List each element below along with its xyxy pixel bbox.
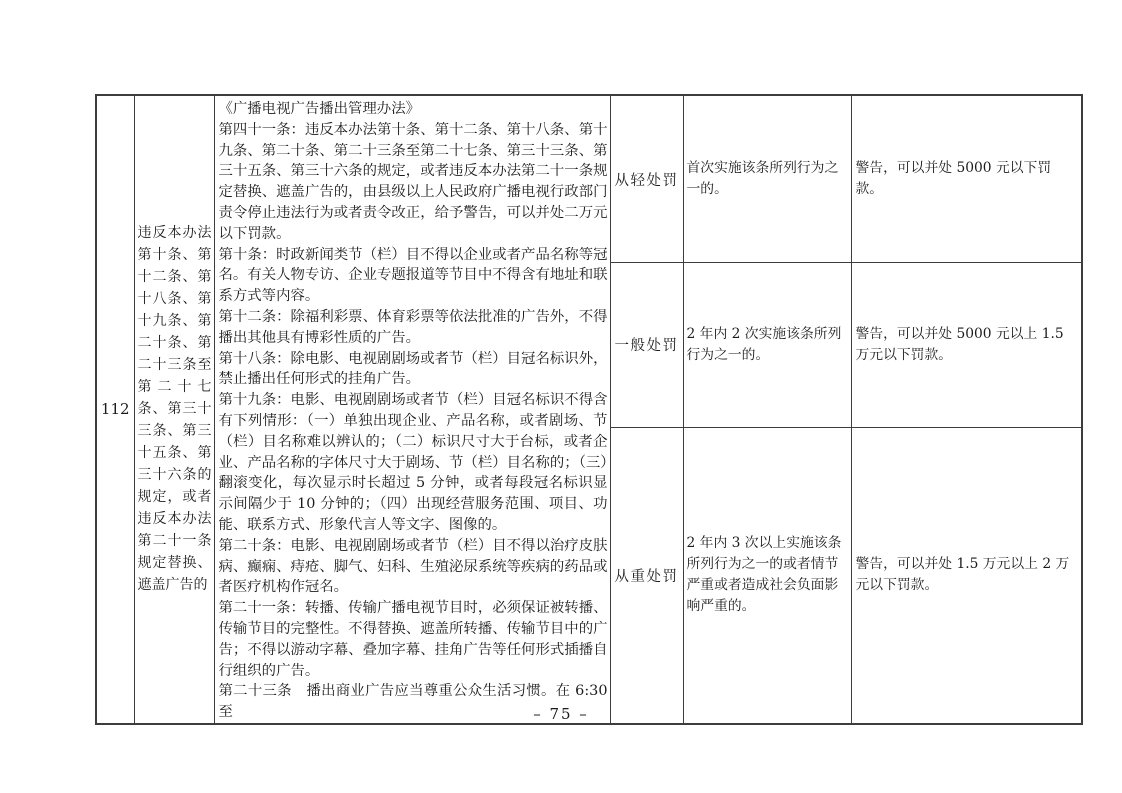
legal-basis-paragraph: 第十二条：除福利彩票、体育彩票等依法批准的广告外，不得播出其他具有博彩性质的广告。 <box>218 308 608 346</box>
cell-row-number: 112 <box>96 95 134 724</box>
legal-basis-paragraph: 第十八条：除电影、电视剧剧场或者节（栏）目冠名标识外，禁止播出任何形式的挂角广告。 <box>218 350 608 388</box>
cell-penalty: 警告，可以并处 1.5 万元以上 2 万元以下罚款。 <box>851 427 1082 724</box>
legal-basis-paragraph: 第十九条：电影、电视剧剧场或者节（栏）目冠名标识不得含有下列情形：（一）单独出现企业、产品名称，或者剧场、节（栏）目名称难以辨认的；（二）标识尺寸大于台标，或者企业、产品名称的字体尺寸大于剧场、节（栏）目名称的；（三）翻滚变化，每次显示时长超过 5 分钟，或者每段冠名标识显示间隔少于 10 分钟的；（四）出现经营服务范围、项目、功能、联系方式、形象代言人等文字、图像的。 <box>218 392 608 533</box>
cell-penalty: 警告，可以并处 5000 元以下罚款。 <box>851 95 1082 263</box>
penalty-table <box>95 94 1083 725</box>
cell-circumstance: 2 年内 3 次以上实施该条所列行为之一的或者情节严重或者造成社会负面影响严重的。 <box>683 427 851 724</box>
legal-basis-paragraph: 第二十条：电影、电视剧剧场或者节（栏）目不得以治疗皮肤病、癫痫、痔疮、脚气、妇科、生殖泌尿系统等疾病的药品或者医疗机构作冠名。 <box>218 537 608 596</box>
legal-basis-paragraph: 第二十一条：转播、传输广播电视节目时，必须保证被转播、传输节目的完整性。不得替换、遮盖所转播、传输节目中的广告；不得以游动字幕、叠加字幕、挂角广告等任何形式插播自行组织的广告。 <box>218 600 608 679</box>
cell-penalty-level: 从重处罚 <box>610 427 683 724</box>
cell-circumstance: 首次实施该条所列行为之一的。 <box>683 95 851 263</box>
legal-basis-paragraph: 第十条：时政新闻类节（栏）目不得以企业或者产品名称等冠名。有关人物专访、企业专题报道等节目中不得含有地址和联系方式等内容。 <box>218 246 608 305</box>
table-row <box>96 95 1082 263</box>
cell-penalty-level: 一般处罚 <box>610 263 683 427</box>
cell-penalty-level: 从轻处罚 <box>610 95 683 263</box>
cell-penalty: 警告，可以并处 5000 元以上 1.5 万元以下罚款。 <box>851 263 1082 427</box>
legal-basis-paragraph: 第四十一条：违反本办法第十条、第十二条、第十八条、第十九条、第二十条、第二十三条至第二十七条、第三十三条、第三十五条、第三十六条的规定，或者违反本办法第二十一条规定替换、遮盖广告的，由县级以上人民政府广播电视行政部门责令停止违法行为或者责令改正，给予警告，可以并处二万元以下罚款。 <box>218 121 608 242</box>
legal-basis-title: 《广播电视广告播出管理办法》 <box>218 101 420 117</box>
cell-circumstance: 2 年内 2 次实施该条所列行为之一的。 <box>683 263 851 427</box>
cell-legal-basis <box>214 95 610 724</box>
cell-violation-summary: 违反本办法第十条、第十二条、第十八条、第十九条、第二十条、第二十三条至第二十七条、第三十三条、第三十五条、第三十六条的规定，或者违反本办法第二十一条规定替换、遮盖广告的 <box>134 95 214 724</box>
legal-basis-paragraph: 第二十三条 播出商业广告应当尊重公众生活习惯。在 6:30 至 <box>218 683 608 721</box>
page-number: – 75 – <box>533 705 589 723</box>
